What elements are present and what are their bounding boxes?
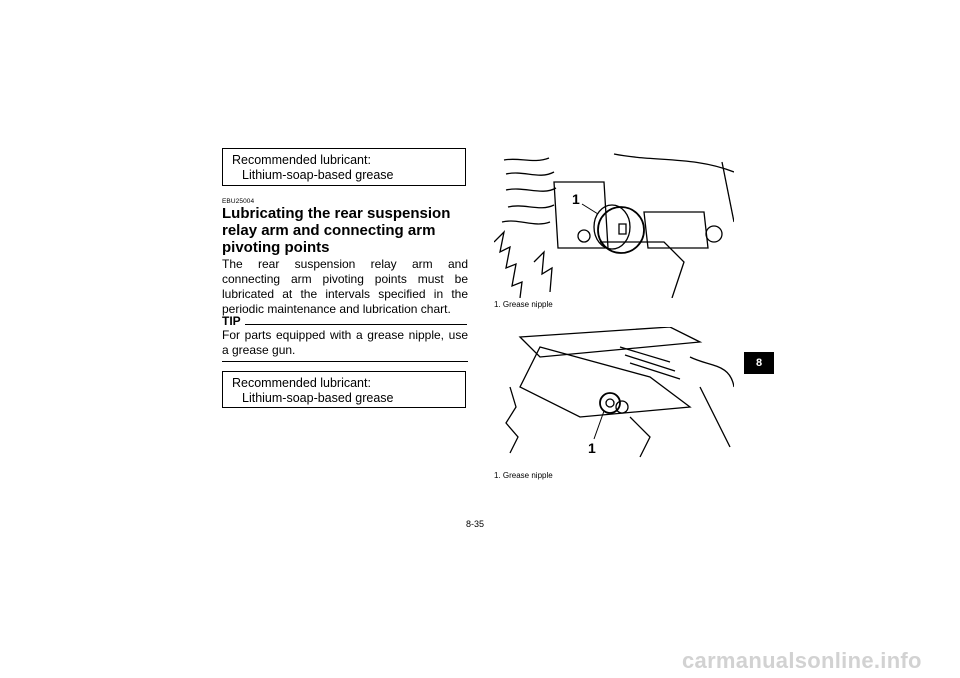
lubricant-label: Recommended lubricant: bbox=[232, 153, 371, 167]
figure-caption: 1. Grease nipple bbox=[494, 300, 553, 309]
lubricant-value: Lithium-soap-based grease bbox=[242, 168, 394, 182]
relay-arm-illustration bbox=[494, 152, 734, 298]
figure-callout: 1 bbox=[588, 440, 596, 456]
section-heading: Lubricating the rear suspension relay arm and connecting arm pivoting points bbox=[222, 205, 451, 256]
tire-tread bbox=[494, 232, 522, 298]
sprocket-teeth bbox=[534, 252, 552, 292]
fitting-icon bbox=[706, 226, 722, 242]
grease-nipple-icon bbox=[619, 224, 626, 234]
chapter-tab: 8 bbox=[744, 352, 774, 374]
tip-text: For parts equipped with a grease nipple, use a grease gun. bbox=[222, 328, 468, 357]
frame-tube bbox=[690, 357, 734, 387]
spring-coils bbox=[502, 158, 556, 224]
tip-label: TIP bbox=[222, 314, 241, 328]
watermark: carmanualsonline.info bbox=[682, 648, 922, 673]
lower-arm bbox=[520, 347, 690, 417]
lubricant-value: Lithium-soap-based grease bbox=[242, 391, 394, 405]
tip-end-rule bbox=[222, 361, 468, 362]
lubricant-box-2 bbox=[222, 371, 466, 408]
frame-tube bbox=[614, 154, 734, 172]
tire-tread bbox=[506, 387, 518, 453]
tip-rule bbox=[245, 324, 467, 325]
frame-tube-2 bbox=[700, 387, 730, 447]
figure-callout: 1 bbox=[572, 191, 580, 207]
section-body: The rear suspension relay arm and connecting arm pivoting points must be lubricated at the intervals specified in the periodic maintenance and lubrication chart. bbox=[222, 257, 468, 316]
figure-caption: 1. Grease nipple bbox=[494, 471, 553, 480]
lubricant-label: Recommended lubricant: bbox=[232, 376, 371, 390]
chain bbox=[620, 347, 680, 379]
section-code: EBU25004 bbox=[222, 198, 255, 205]
lubricant-box-1 bbox=[222, 148, 466, 186]
page-number: 8-35 bbox=[466, 519, 485, 529]
connecting-arm-illustration bbox=[500, 327, 734, 467]
relay-link bbox=[600, 242, 684, 298]
bolt-head bbox=[578, 230, 590, 242]
grease-nipple-icon bbox=[606, 399, 614, 407]
bolt-head bbox=[616, 401, 628, 413]
sprocket-teeth bbox=[630, 417, 650, 457]
upper-arm bbox=[520, 327, 700, 357]
callout-leader bbox=[582, 204, 598, 214]
